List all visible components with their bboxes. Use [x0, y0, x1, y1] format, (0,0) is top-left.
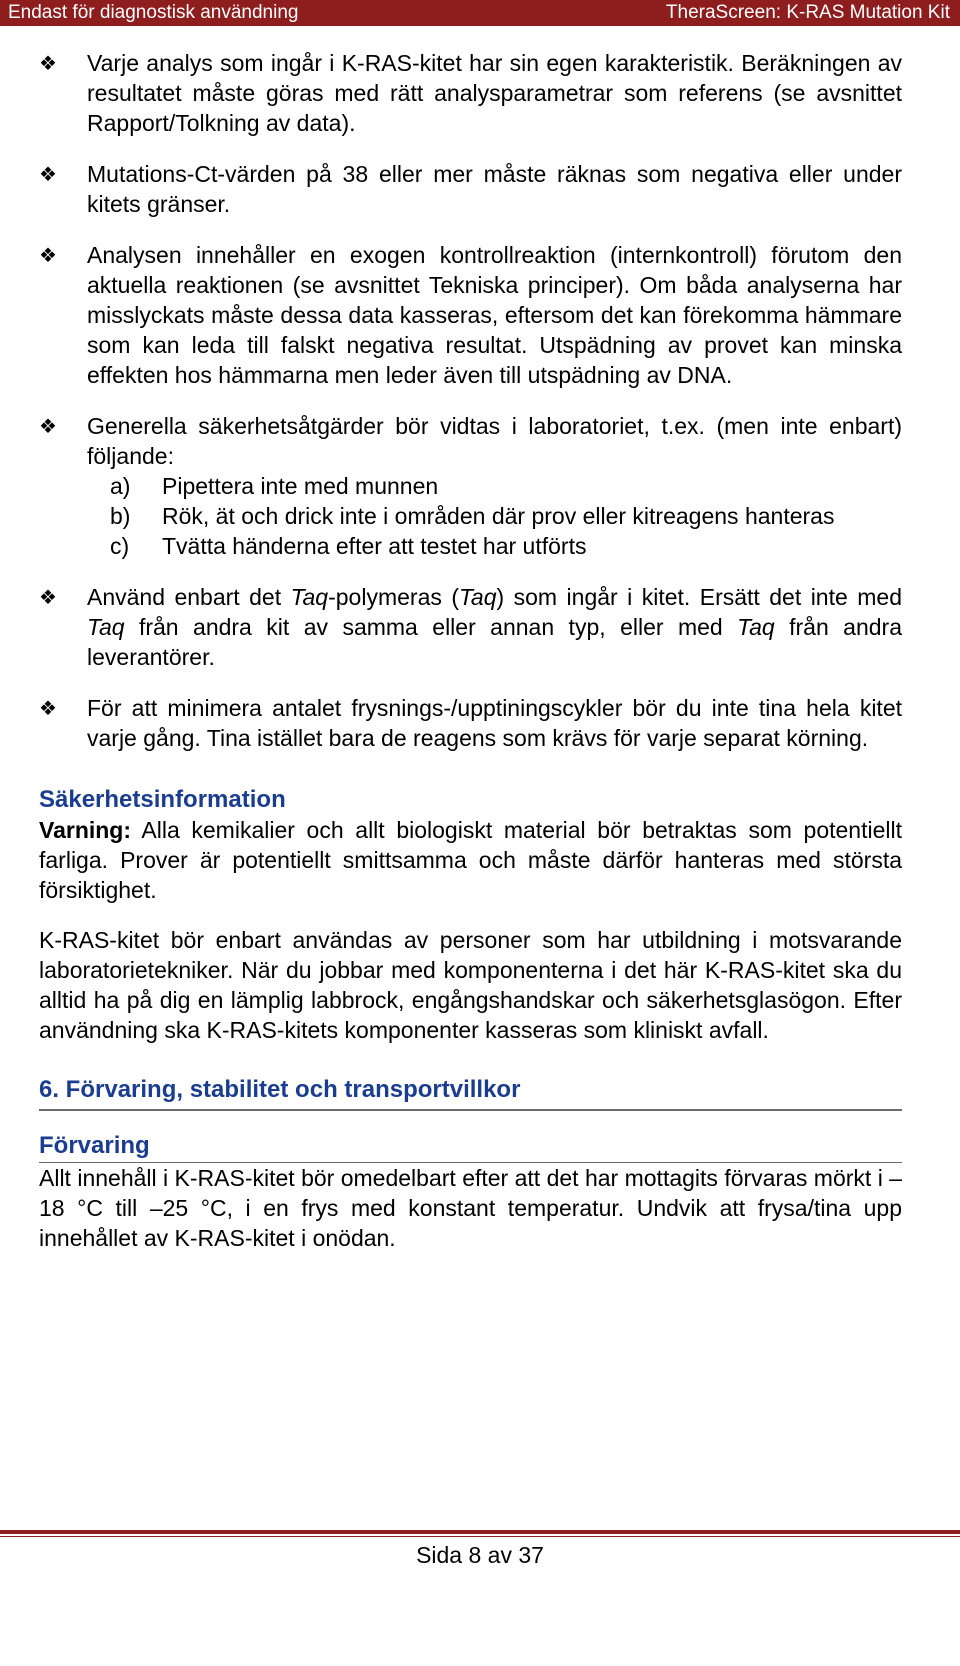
sub-list — [87, 471, 902, 561]
safety-paragraph: K-RAS-kitet bör enbart användas av personer som har utbildning i motsvarande laboratorietekniker. När du jobbar med komponenterna i det här K-RAS-kitet ska du alltid ha på dig en lämplig labbrock, engångshandskar och säkerhetsglasögon. Efter användning ska K-RAS-kitets komponenter kasseras som kliniskt avfall. — [39, 927, 902, 1043]
footer-divider — [0, 1530, 960, 1534]
sub-list-item: b) Rök, ät och drick inte i områden där prov eller kitreagens hanteras — [110, 503, 835, 529]
taq-term: Taq — [458, 584, 497, 610]
diamond-flower-icon: ❖ — [39, 414, 57, 438]
list-item: ❖ För att minimera antalet frysnings-/upptiningscykler bör du inte tina hela kitet varje gång. Tina istället bara de reagens som krävs för varje separat körning. — [39, 695, 902, 751]
list-item: ❖ Använd enbart det Taq-polymeras (Taq) som ingår i kitet. Ersätt det inte med Taq från andra kit av samma eller annan typ, eller med Taq från andra leverantörer. — [39, 584, 902, 670]
diamond-flower-icon: ❖ — [39, 243, 57, 267]
page-content — [39, 48, 902, 1253]
diamond-flower-icon: ❖ — [39, 162, 57, 186]
list-item: ❖ Analysen innehåller en exogen kontrollreaktion (internkontroll) förutom den aktuella reaktionen (se avsnittet Tekniska principer). Om båda analyserna har misslyckats måste dessa data kasseras, eftersom det kan förekomma hämmare som kan leda till falskt negativa resultat. Utspädning av provet kan minska effekten hos hämmarna men leder även till utspädning av DNA. — [39, 242, 902, 388]
bullet-list — [39, 48, 902, 753]
diamond-flower-icon: ❖ — [39, 585, 57, 609]
sub-list-item: a) Pipettera inte med munnen — [110, 473, 439, 499]
taq-term: Taq — [737, 614, 775, 640]
sub-list-item: c) Tvätta händerna efter att testet har utförts — [110, 533, 587, 559]
list-item: ❖ Varje analys som ingår i K-RAS-kitet har sin egen karakteristik. Beräkningen av resultatet måste göras med rätt analysparametrar som referens (se avsnittet Rapport/Tolkning av data). — [39, 50, 902, 136]
diamond-flower-icon: ❖ — [39, 51, 57, 75]
storage-subheading: Förvaring — [39, 1131, 902, 1163]
list-item: ❖ Generella säkerhetsåtgärder bör vidtas i laboratoriet, t.ex. (men inte enbart) följande: a) Pipettera inte med munnen b) Rök, ät och drick inte i områden där prov eller kitreagens hanteras c) Tvätta händerna efter att testet har utförts — [39, 413, 902, 559]
section-6-heading: 6. Förvaring, stabilitet och transportvillkor — [39, 1075, 902, 1111]
storage-paragraph: Allt innehåll i K-RAS-kitet bör omedelbart efter att det har mottagits förvaras mörkt i –18 °C till –25 °C, i en frys med konstant temperatur. Undvik att frysa/tina upp innehållet av K-RAS-kitet i onödan. — [39, 1165, 902, 1251]
header-right-text: TheraScreen: K-RAS Mutation Kit — [665, 2, 950, 23]
list-item: ❖ Mutations-Ct-värden på 38 eller mer måste räknas som negativa eller under kitets gränser. — [39, 161, 902, 217]
page-number: Sida 8 av 37 — [416, 1542, 544, 1568]
warning-label: Varning: — [39, 817, 132, 843]
header-left-text: Endast för diagnostisk användning — [8, 2, 299, 23]
taq-term: Taq — [290, 584, 329, 610]
taq-term: Taq — [87, 614, 125, 640]
page-header — [0, 0, 960, 26]
diamond-flower-icon: ❖ — [39, 696, 57, 720]
safety-heading: Säkerhetsinformation — [39, 786, 286, 813]
footer-divider-thin — [0, 1536, 960, 1537]
warning-paragraph: Varning: Alla kemikalier och allt biologiskt material bör betraktas som potentiellt farliga. Prover är potentiellt smittsamma och måste därför hanteras med största försiktighet. — [39, 817, 902, 903]
